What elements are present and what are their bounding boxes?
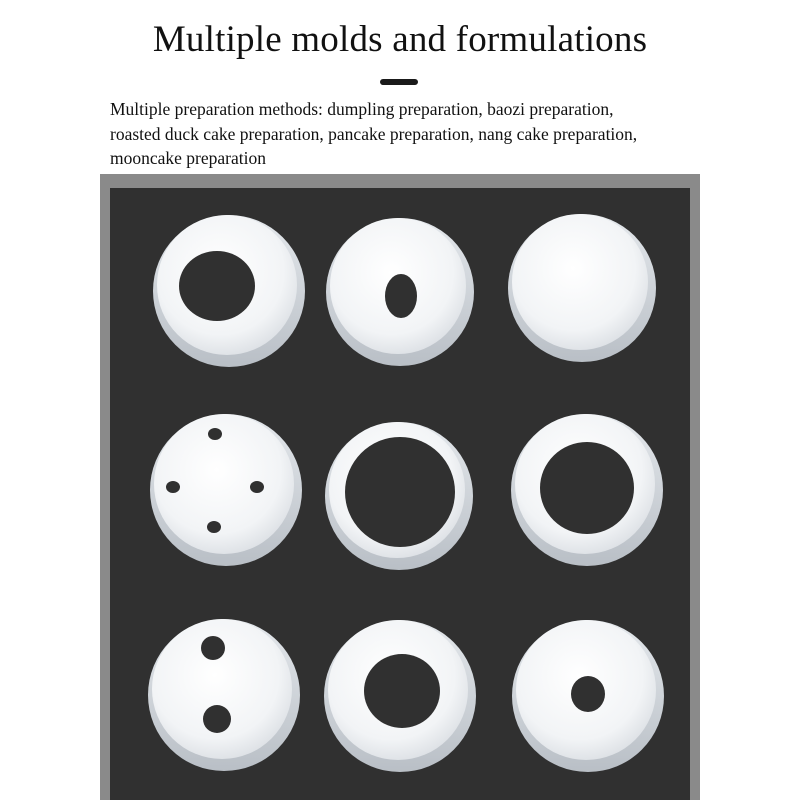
mold-ring-thin <box>325 422 473 570</box>
mold-ring-small-hole <box>512 620 664 772</box>
mold-small-hole <box>326 218 474 366</box>
molds-illustration <box>110 188 690 800</box>
mold-ring-wide <box>324 620 476 772</box>
mold-solid <box>508 214 656 362</box>
description-line: Multiple preparation methods: dumpling preparation, baozi preparation, <box>110 99 614 119</box>
mold-ring-large-hole <box>153 215 305 367</box>
description-line: mooncake preparation <box>110 148 266 168</box>
molds-photo <box>110 188 690 800</box>
title-underline-bar <box>380 79 418 85</box>
product-photo-frame <box>100 174 700 800</box>
mold-ring-medium <box>511 414 663 566</box>
mold-two-holes <box>148 619 300 771</box>
description <box>110 97 710 171</box>
page-title: Multiple molds and formulations <box>152 19 648 60</box>
mold-four-holes <box>150 414 302 566</box>
description-line: roasted duck cake preparation, pancake preparation, nang cake preparation, <box>110 123 638 144</box>
